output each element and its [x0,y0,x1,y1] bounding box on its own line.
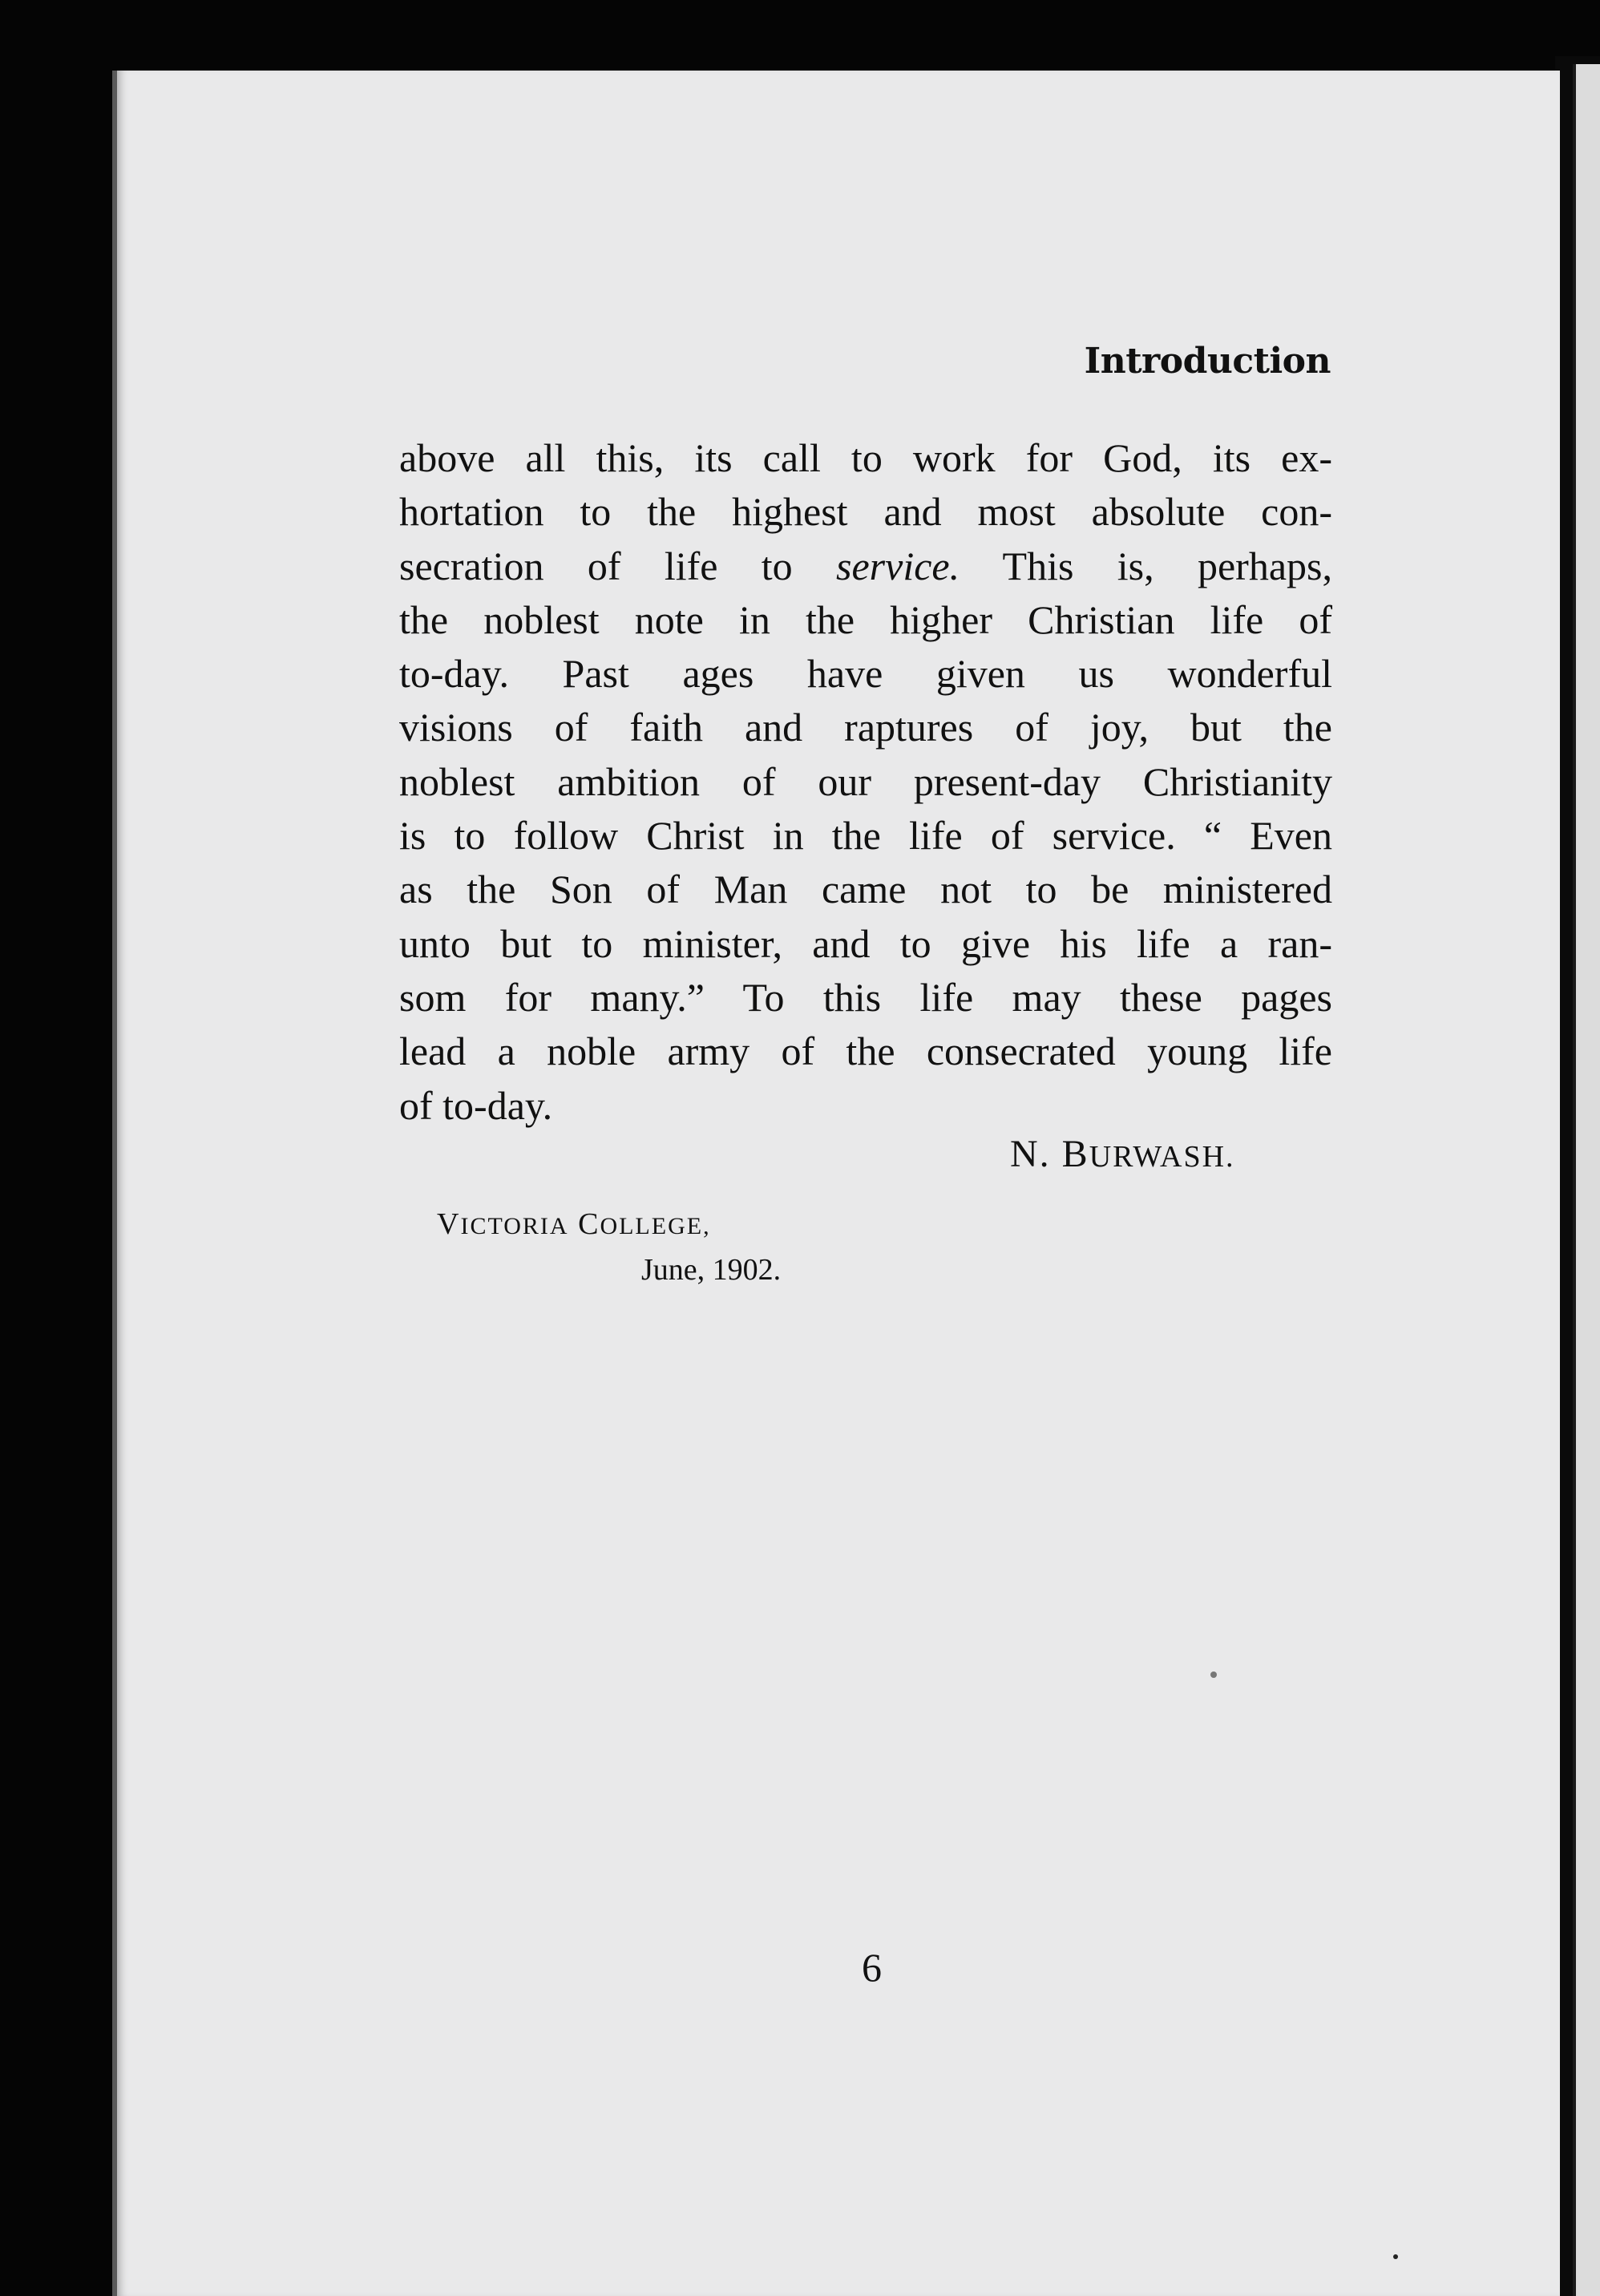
body-line: visions of faith and raptures of joy, but the [399,705,1332,750]
place-ollege: OLLEGE, [600,1213,711,1239]
body-line: above all this, its call to work for God, its ex- [399,435,1332,480]
body-line: unto but to minister, and to give his life a ran- [399,920,1332,966]
signature-initial: N. B [1010,1133,1089,1175]
body-line: lead a noble army of the consecrated young life [399,1029,1332,1074]
body-line: noblest ambition of our present-day Christianity [399,758,1332,804]
scan-speck [1210,1671,1217,1678]
book-page [112,71,1560,2296]
place-ictoria: ICTORIA [460,1213,569,1239]
body-line: as the Son of Man came not to be ministered [399,867,1332,912]
place-v: V [437,1207,461,1241]
body-line: som for many.” To this life may these pages [399,974,1332,1020]
signature-rest: URWASH. [1089,1140,1235,1174]
body-line: the noblest note in the higher Christian life of [399,596,1332,642]
adjacent-page-edge [1573,64,1600,2296]
body-line: is to follow Christ in the life of service. “ Even [399,813,1332,859]
body-text [399,431,1332,1133]
body-line: hortation to the highest and most absolute con- [399,489,1332,535]
place-c: C [568,1207,600,1241]
date-line: June, 1902. [641,1253,782,1287]
body-line-start: secration of life to [399,543,837,588]
running-head: Introduction [1084,341,1331,382]
body-line: of to-day. [399,1082,553,1128]
page-number: 6 [862,1945,882,1990]
body-line [399,540,1332,593]
body-line-end: This is, perhaps, [960,543,1332,588]
body-line: to-day. Past ages have given us wonderful [399,651,1332,697]
place-line [437,1207,711,1242]
scan-speck [1393,2254,1398,2259]
italic-word: service. [836,543,960,588]
author-signature [1010,1132,1235,1176]
